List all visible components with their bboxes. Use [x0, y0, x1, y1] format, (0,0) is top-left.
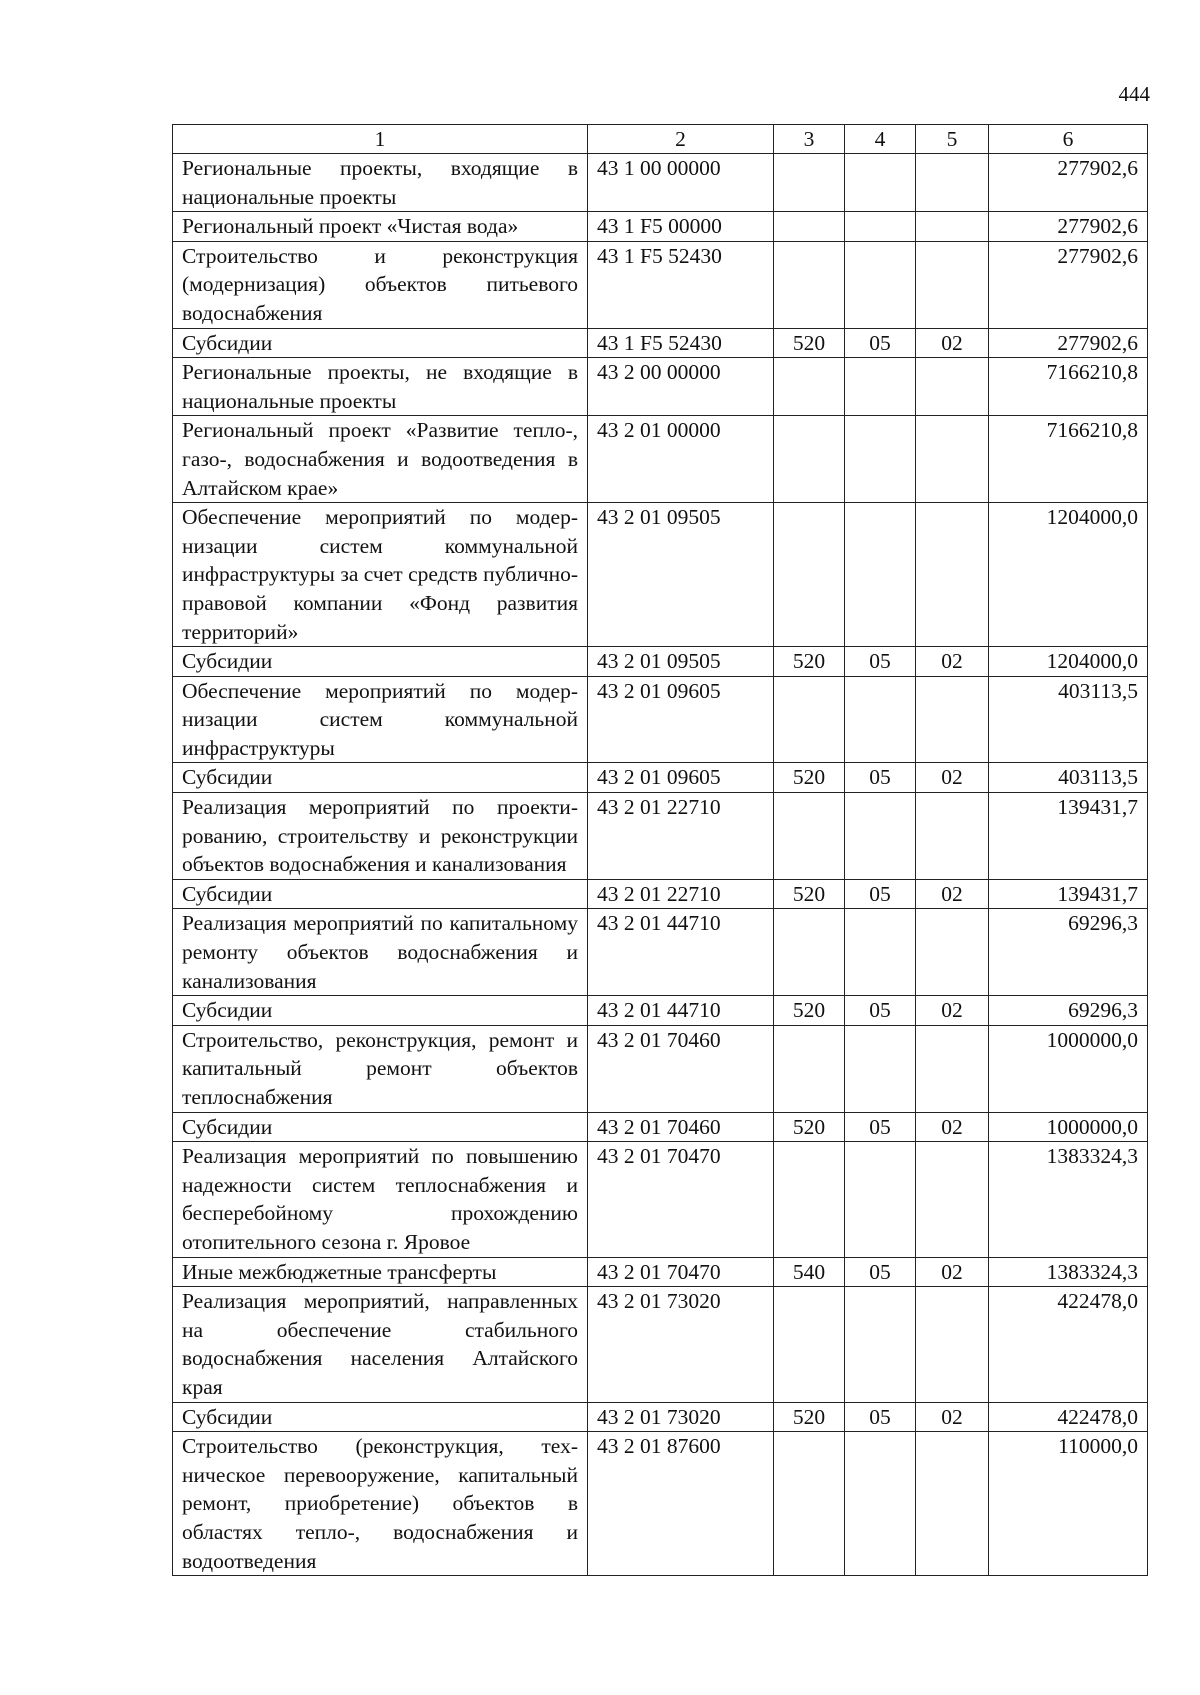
- row-column-5-cell: [916, 1287, 989, 1402]
- row-code-cell: 43 2 01 09505: [588, 647, 774, 677]
- row-code-cell: 43 2 01 70470: [588, 1257, 774, 1287]
- row-name-cell: Региональный проект «Развитие тепло-, газо-, водоснабжения и водоотведения в Алтайском крае»: [173, 416, 588, 503]
- row-code-cell: 43 2 01 09605: [588, 763, 774, 793]
- table-row: [173, 1112, 1148, 1142]
- row-name-cell: Субсидии: [173, 879, 588, 909]
- row-name-cell: Реализация мероприятий, направленных на обеспечение стабильного водоснабжения населения Алтайского края: [173, 1287, 588, 1402]
- row-amount-cell: 1000000,0: [989, 1112, 1148, 1142]
- row-name-cell: Реализация мероприятий по повышению надежности систем теплоснабжения и бесперебойному прохождению отопительного сезона г. Яровое: [173, 1142, 588, 1257]
- row-amount-cell: 277902,6: [989, 154, 1148, 212]
- row-column-5-cell: 02: [916, 763, 989, 793]
- row-name-cell: Иные межбюджетные трансферты: [173, 1257, 588, 1287]
- row-column-4-cell: 05: [845, 1402, 916, 1432]
- row-column-4-cell: 05: [845, 1257, 916, 1287]
- row-code-cell: 43 1 F5 52430: [588, 241, 774, 328]
- table-header-row: [173, 125, 1148, 154]
- row-column-3-cell: [774, 1142, 845, 1257]
- row-column-3-cell: [774, 1432, 845, 1576]
- row-column-5-cell: 02: [916, 1402, 989, 1432]
- row-column-4-cell: [845, 1142, 916, 1257]
- row-column-4-cell: [845, 212, 916, 242]
- row-column-5-cell: [916, 416, 989, 503]
- row-column-4-cell: [845, 241, 916, 328]
- row-code-cell: 43 2 01 22710: [588, 879, 774, 909]
- row-amount-cell: 110000,0: [989, 1432, 1148, 1576]
- table-row: [173, 503, 1148, 647]
- row-column-5-cell: [916, 676, 989, 763]
- row-column-5-cell: 02: [916, 1112, 989, 1142]
- row-name-cell: Строительство и реконструкция (модернизация) объектов питьевого водоснабжения: [173, 241, 588, 328]
- row-amount-cell: 277902,6: [989, 212, 1148, 242]
- table-row: [173, 1142, 1148, 1257]
- row-amount-cell: 7166210,8: [989, 416, 1148, 503]
- row-column-3-cell: [774, 1025, 845, 1112]
- column-header-1: 1: [173, 125, 588, 154]
- table-row: [173, 909, 1148, 996]
- row-name-cell: Строительство, реконструкция, ремонт и капитальный ремонт объектов теплоснабжения: [173, 1025, 588, 1112]
- row-amount-cell: 422478,0: [989, 1402, 1148, 1432]
- row-column-5-cell: [916, 1432, 989, 1576]
- table-row: [173, 1287, 1148, 1402]
- row-column-3-cell: [774, 676, 845, 763]
- column-header-6: 6: [989, 125, 1148, 154]
- row-column-3-cell: [774, 793, 845, 880]
- row-column-4-cell: [845, 358, 916, 416]
- row-code-cell: 43 2 01 70460: [588, 1112, 774, 1142]
- row-amount-cell: 1204000,0: [989, 647, 1148, 677]
- row-column-3-cell: 540: [774, 1257, 845, 1287]
- row-column-5-cell: 02: [916, 996, 989, 1026]
- table-row: [173, 416, 1148, 503]
- row-column-4-cell: [845, 1287, 916, 1402]
- table-row: [173, 1025, 1148, 1112]
- column-header-4: 4: [845, 125, 916, 154]
- row-column-4-cell: 05: [845, 1112, 916, 1142]
- row-column-5-cell: [916, 212, 989, 242]
- row-column-4-cell: [845, 676, 916, 763]
- row-amount-cell: 1000000,0: [989, 1025, 1148, 1112]
- row-column-4-cell: 05: [845, 328, 916, 358]
- row-column-4-cell: [845, 909, 916, 996]
- row-name-cell: Субсидии: [173, 1112, 588, 1142]
- row-column-4-cell: [845, 503, 916, 647]
- row-name-cell: Региональные проекты, не входящие в национальные проекты: [173, 358, 588, 416]
- row-column-5-cell: [916, 358, 989, 416]
- row-column-3-cell: 520: [774, 647, 845, 677]
- row-code-cell: 43 2 01 73020: [588, 1287, 774, 1402]
- table-body: [173, 154, 1148, 1576]
- row-amount-cell: 422478,0: [989, 1287, 1148, 1402]
- row-amount-cell: 69296,3: [989, 909, 1148, 996]
- row-code-cell: 43 1 F5 52430: [588, 328, 774, 358]
- column-header-5: 5: [916, 125, 989, 154]
- row-name-cell: Реализация мероприятий по капитальному ремонту объектов водоснабжения и канализования: [173, 909, 588, 996]
- row-column-4-cell: 05: [845, 879, 916, 909]
- row-column-3-cell: [774, 241, 845, 328]
- row-code-cell: 43 2 01 70470: [588, 1142, 774, 1257]
- table-row: [173, 1432, 1148, 1576]
- row-column-5-cell: [916, 1142, 989, 1257]
- row-column-5-cell: [916, 909, 989, 996]
- row-column-4-cell: 05: [845, 763, 916, 793]
- row-code-cell: 43 2 01 09505: [588, 503, 774, 647]
- row-amount-cell: 7166210,8: [989, 358, 1148, 416]
- row-name-cell: Субсидии: [173, 1402, 588, 1432]
- table-row: [173, 996, 1148, 1026]
- budget-table: [172, 124, 1148, 1576]
- row-amount-cell: 403113,5: [989, 763, 1148, 793]
- table-row: [173, 241, 1148, 328]
- row-amount-cell: 1204000,0: [989, 503, 1148, 647]
- row-column-5-cell: 02: [916, 1257, 989, 1287]
- row-amount-cell: 139431,7: [989, 793, 1148, 880]
- table-row: [173, 879, 1148, 909]
- table-row: [173, 647, 1148, 677]
- row-code-cell: 43 1 F5 00000: [588, 212, 774, 242]
- row-column-5-cell: [916, 241, 989, 328]
- row-column-3-cell: 520: [774, 328, 845, 358]
- row-column-5-cell: [916, 154, 989, 212]
- row-column-5-cell: [916, 503, 989, 647]
- row-name-cell: Субсидии: [173, 763, 588, 793]
- table-row: [173, 1402, 1148, 1432]
- row-amount-cell: 139431,7: [989, 879, 1148, 909]
- row-column-5-cell: [916, 1025, 989, 1112]
- row-code-cell: 43 2 01 09605: [588, 676, 774, 763]
- row-amount-cell: 403113,5: [989, 676, 1148, 763]
- row-name-cell: Субсидии: [173, 328, 588, 358]
- row-code-cell: 43 1 00 00000: [588, 154, 774, 212]
- row-name-cell: Субсидии: [173, 996, 588, 1026]
- row-column-4-cell: [845, 793, 916, 880]
- row-column-3-cell: [774, 1287, 845, 1402]
- table-row: [173, 793, 1148, 880]
- row-column-3-cell: [774, 154, 845, 212]
- table-row: [173, 358, 1148, 416]
- row-column-4-cell: [845, 1432, 916, 1576]
- row-column-3-cell: 520: [774, 1402, 845, 1432]
- row-column-3-cell: 520: [774, 879, 845, 909]
- row-column-3-cell: [774, 358, 845, 416]
- page-number: 444: [1118, 82, 1150, 106]
- row-column-4-cell: [845, 1025, 916, 1112]
- row-column-4-cell: [845, 154, 916, 212]
- row-column-4-cell: 05: [845, 996, 916, 1026]
- row-name-cell: Региональный проект «Чистая вода»: [173, 212, 588, 242]
- row-column-5-cell: [916, 793, 989, 880]
- row-column-3-cell: 520: [774, 763, 845, 793]
- table-row: [173, 676, 1148, 763]
- row-code-cell: 43 2 01 87600: [588, 1432, 774, 1576]
- table-row: [173, 1257, 1148, 1287]
- row-name-cell: Обеспечение мероприятий по модернизации систем коммунальной инфраструктуры за счет средств публично-правовой компании «Фонд развития территорий»: [173, 503, 588, 647]
- row-column-4-cell: 05: [845, 647, 916, 677]
- row-amount-cell: 69296,3: [989, 996, 1148, 1026]
- row-name-cell: Региональные проекты, входящие в национальные проекты: [173, 154, 588, 212]
- row-code-cell: 43 2 01 22710: [588, 793, 774, 880]
- row-name-cell: Субсидии: [173, 647, 588, 677]
- row-name-cell: Обеспечение мероприятий по модернизации систем коммунальной инфраструктуры: [173, 676, 588, 763]
- row-column-5-cell: 02: [916, 879, 989, 909]
- table-row: [173, 763, 1148, 793]
- row-amount-cell: 277902,6: [989, 328, 1148, 358]
- row-name-cell: Строительство (реконструкция, техническое перевооружение, капитальный ремонт, приобретение) объектов в областях тепло-, водоснабжения и водоотведения: [173, 1432, 588, 1576]
- table-row: [173, 328, 1148, 358]
- row-code-cell: 43 2 01 44710: [588, 996, 774, 1026]
- row-name-cell: Реализация мероприятий по проектированию, строительству и реконструкции объектов водоснабжения и канализования: [173, 793, 588, 880]
- table-row: [173, 154, 1148, 212]
- row-column-3-cell: 520: [774, 996, 845, 1026]
- row-column-3-cell: 520: [774, 1112, 845, 1142]
- row-column-3-cell: [774, 212, 845, 242]
- row-column-5-cell: 02: [916, 328, 989, 358]
- row-column-4-cell: [845, 416, 916, 503]
- row-column-3-cell: [774, 503, 845, 647]
- row-code-cell: 43 2 01 44710: [588, 909, 774, 996]
- row-amount-cell: 1383324,3: [989, 1257, 1148, 1287]
- row-code-cell: 43 2 01 00000: [588, 416, 774, 503]
- row-column-3-cell: [774, 909, 845, 996]
- row-column-5-cell: 02: [916, 647, 989, 677]
- column-header-3: 3: [774, 125, 845, 154]
- column-header-2: 2: [588, 125, 774, 154]
- row-column-3-cell: [774, 416, 845, 503]
- table-row: [173, 212, 1148, 242]
- row-code-cell: 43 2 01 70460: [588, 1025, 774, 1112]
- row-amount-cell: 1383324,3: [989, 1142, 1148, 1257]
- row-amount-cell: 277902,6: [989, 241, 1148, 328]
- row-code-cell: 43 2 01 73020: [588, 1402, 774, 1432]
- row-code-cell: 43 2 00 00000: [588, 358, 774, 416]
